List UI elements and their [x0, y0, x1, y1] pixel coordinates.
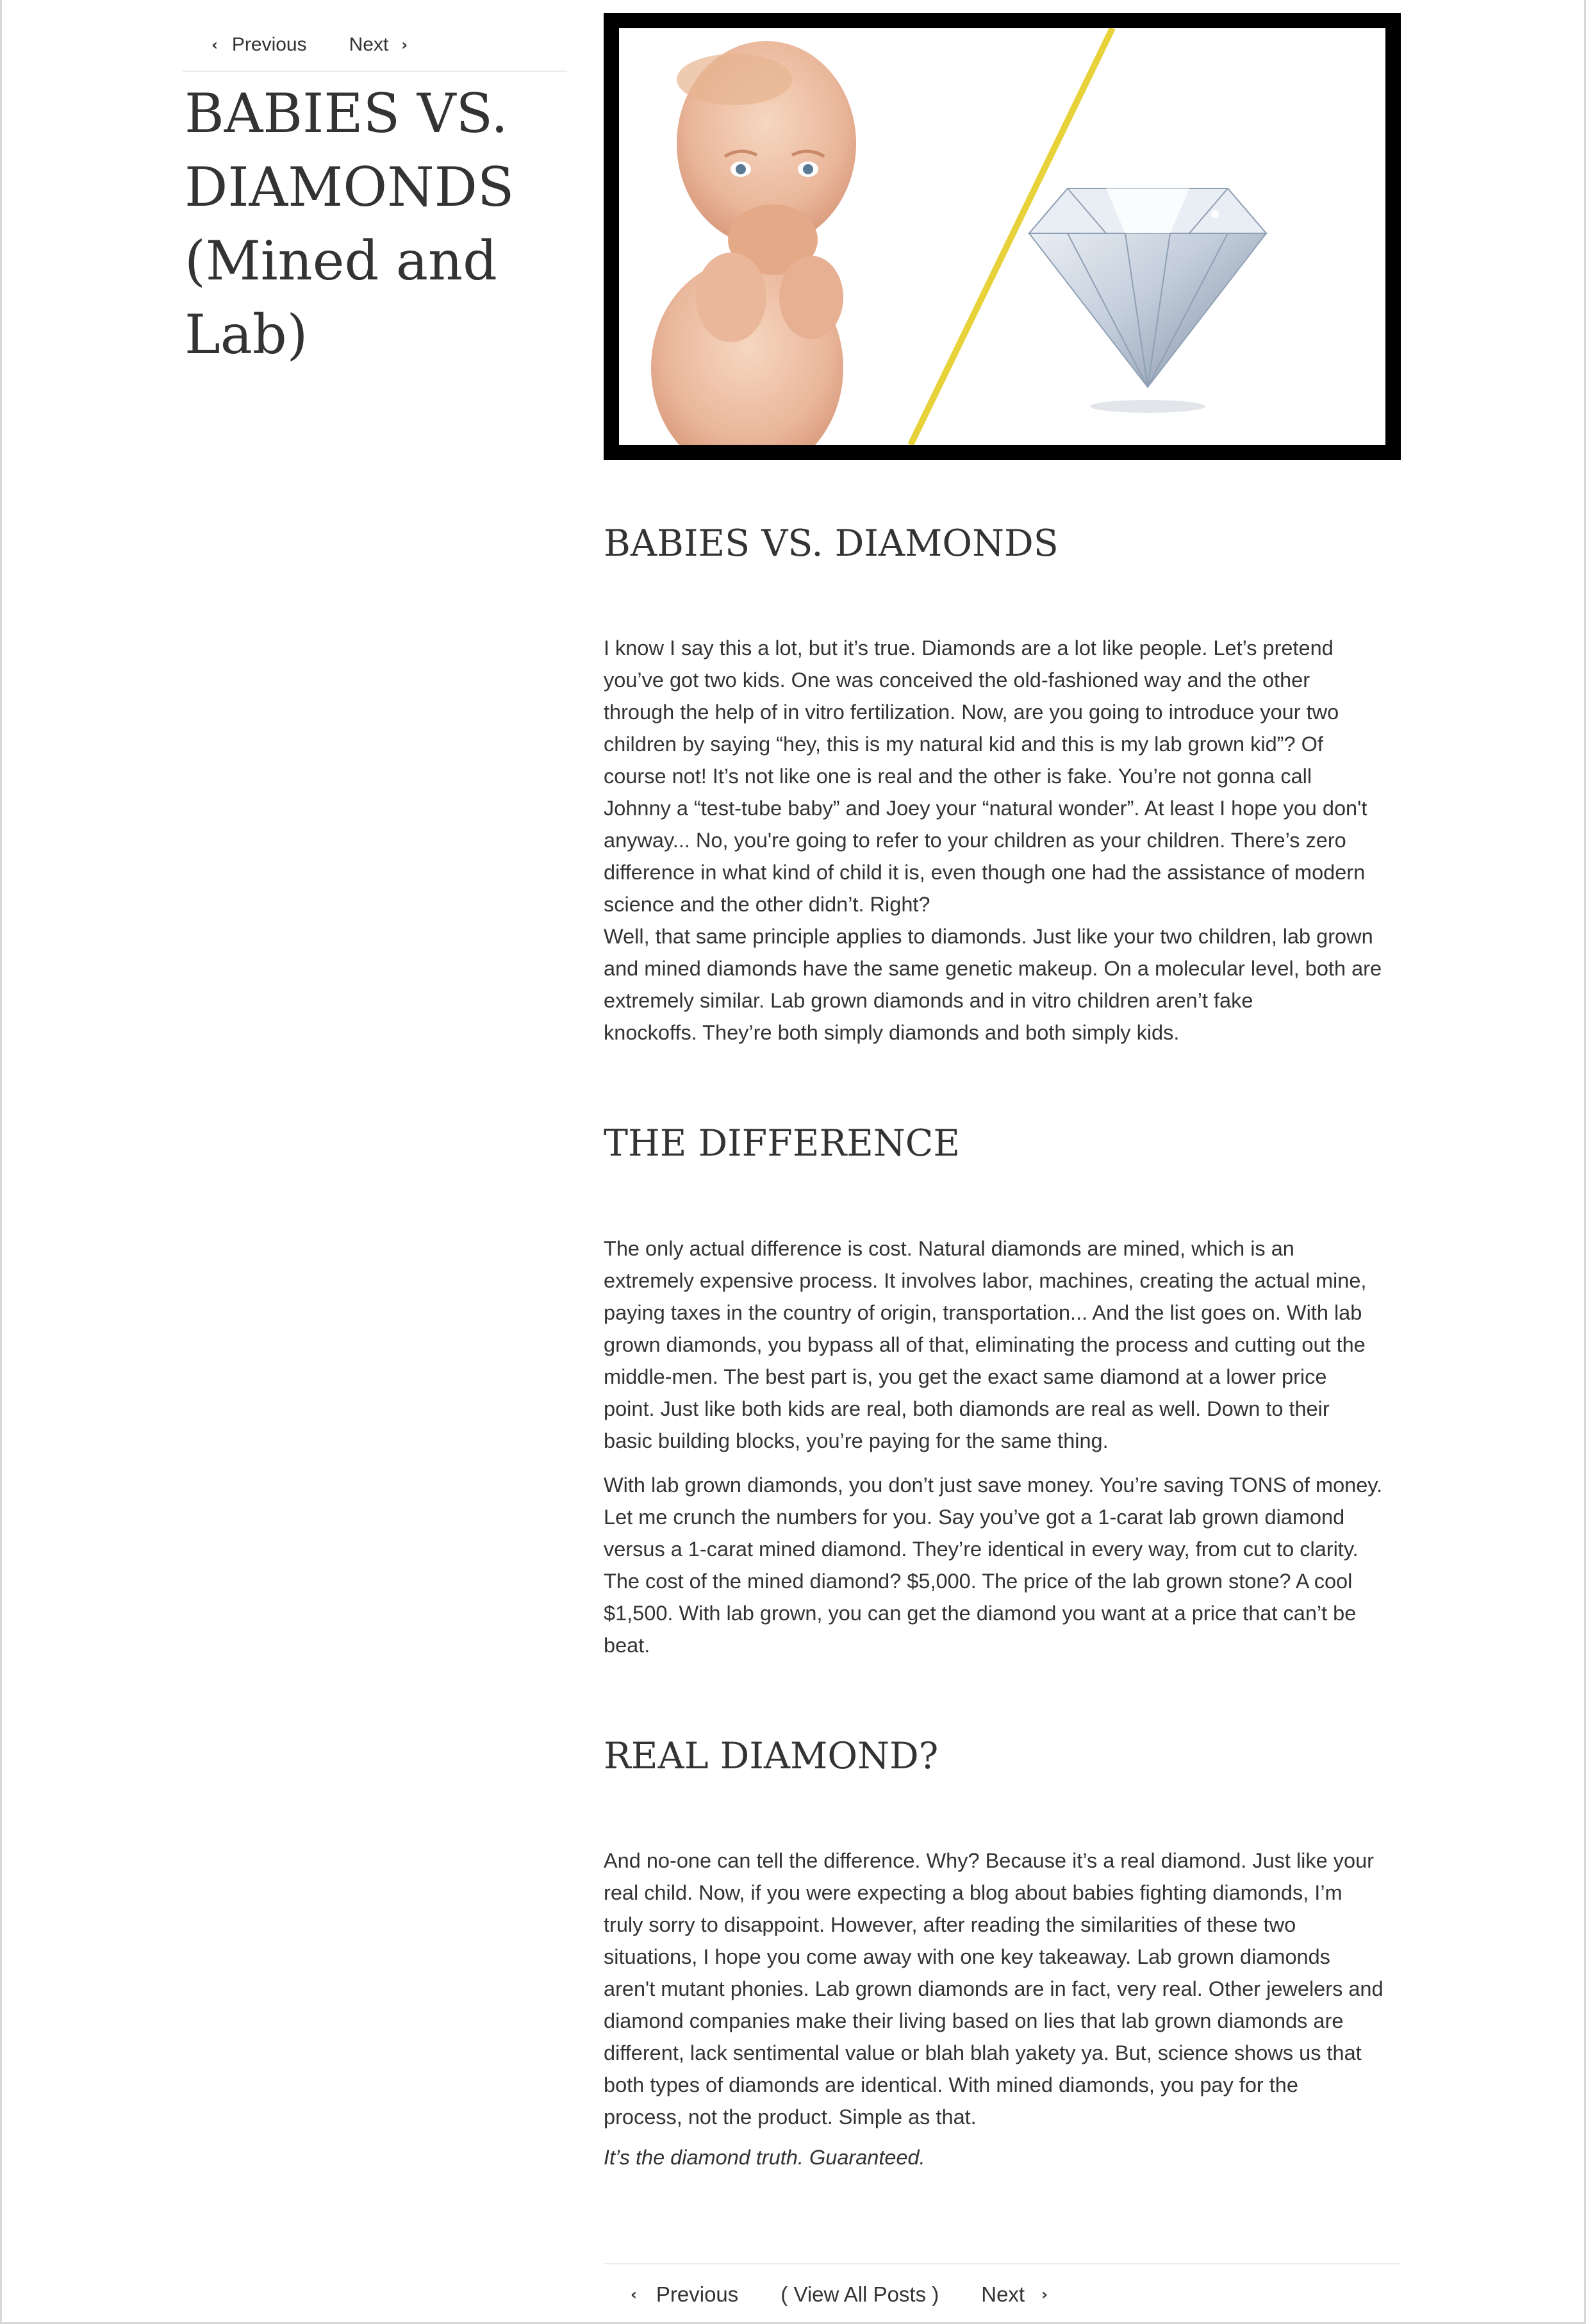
baby-figure — [651, 41, 856, 445]
text-line: Johnny a “test-tube baby” and Joey your “natural wonder”. At least I hope you don't — [604, 797, 1367, 820]
chevron-left-icon: ‹ — [631, 2285, 637, 2303]
text-line: versus a 1-carat mined diamond. They’re identical in every way, from cut to clarity. — [604, 1538, 1359, 1561]
chevron-right-icon: › — [1041, 2285, 1048, 2303]
text-line: point. Just like both kids are real, both diamonds are real as well. Down to their — [604, 1397, 1330, 1420]
text-line: basic building blocks, you’re paying for the same thing. — [604, 1429, 1109, 1452]
section-paragraph — [604, 1845, 1401, 2133]
bottom-post-nav — [604, 2263, 1401, 2324]
chevron-right-icon: › — [401, 36, 408, 54]
view-all-label: ( View All Posts ) — [781, 2282, 939, 2306]
diamond-figure — [1029, 188, 1266, 413]
text-line: With lab grown diamonds, you don’t just save money. You’re saving TONS of money. — [604, 1473, 1383, 1497]
post-title-line: BABIES VS. — [185, 82, 508, 145]
text-line: process, not the product. Simple as that. — [604, 2105, 977, 2129]
text-line: And no-one can tell the difference. Why? Because it’s a real diamond. Just like your — [604, 1849, 1374, 1872]
text-line: extremely expensive process. It involves labor, machines, creating the actual mine, — [604, 1269, 1367, 1292]
text-line: $1,500. With lab grown, you can get the diamond you want at a price that can’t be — [604, 1602, 1357, 1625]
view-all-posts-link[interactable] — [781, 2282, 939, 2307]
post-title-line: DIAMONDS — [185, 156, 515, 219]
text-line: knockoffs. They’re both simply diamonds and both simply kids. — [604, 1021, 1180, 1044]
section-paragraph — [604, 1469, 1401, 1661]
post-title-line: Lab) — [185, 303, 308, 366]
section-heading: BABIES VS. DIAMONDS — [604, 522, 1059, 565]
text-line: The only actual difference is cost. Natural diamonds are mined, which is an — [604, 1237, 1294, 1260]
previous-post-link[interactable] — [631, 2282, 738, 2307]
post-title-line: (Mined and — [185, 229, 497, 292]
text-line: aren't mutant phonies. Lab grown diamonds are in fact, very real. Other jewelers and — [604, 1977, 1384, 2000]
previous-label: Previous — [656, 2282, 739, 2306]
post-title — [185, 77, 569, 372]
next-post-link[interactable] — [349, 34, 408, 56]
text-line: science and the other didn’t. Right? — [604, 893, 930, 916]
text-line: beat. — [604, 1634, 650, 1657]
next-label: Next — [981, 2282, 1025, 2306]
text-line: you’ve got two kids. One was conceived the old-fashioned way and the other — [604, 668, 1310, 692]
text-line: different, lack sentimental value or blah blah yakety ya. But, science shows us that — [604, 2041, 1362, 2064]
text-line: Well, that same principle applies to diamonds. Just like your two children, lab grown — [604, 925, 1373, 948]
text-line: middle-men. The best part is, you get the exact same diamond at a lower price — [604, 1365, 1327, 1388]
text-line: situations, I hope you come away with one key takeaway. Lab grown diamonds — [604, 1945, 1330, 1968]
hero-image-canvas — [619, 28, 1385, 445]
hero-image — [604, 13, 1401, 460]
text-line: diamond companies make their living based on lies that lab grown diamonds are — [604, 2009, 1344, 2032]
text-line: anyway... No, you're going to refer to your children as your children. There’s zero — [604, 829, 1346, 852]
hero-illustration — [619, 28, 1385, 445]
section-heading: THE DIFFERENCE — [604, 1122, 961, 1165]
next-post-link[interactable] — [981, 2282, 1048, 2307]
text-line: Let me crunch the numbers for you. Say you’ve got a 1-carat lab grown diamond — [604, 1506, 1345, 1529]
section-heading: REAL DIAMOND? — [604, 1735, 939, 1777]
next-label: Next — [349, 34, 389, 55]
text-line: through the help of in vitro fertilization. Now, are you going to introduce your two — [604, 701, 1339, 724]
text-line: extremely similar. Lab grown diamonds and in vitro children aren’t fake — [604, 989, 1253, 1012]
text-line: difference in what kind of child it is, even though one had the assistance of modern — [604, 861, 1366, 884]
chevron-left-icon: ‹ — [211, 36, 218, 54]
text-line: I know I say this a lot, but it’s true. Diamonds are a lot like people. Let’s pretend — [604, 636, 1334, 660]
text-line: paying taxes in the country of origin, transportation... And the list goes on. With lab — [604, 1301, 1362, 1324]
text-line: truly sorry to disappoint. However, after reading the similarities of these two — [604, 1913, 1296, 1936]
closing-line: It’s the diamond truth. Guaranteed. — [604, 2146, 925, 2169]
text-line: grown diamonds, you bypass all of that, eliminating the process and cutting out the — [604, 1333, 1366, 1356]
text-line: both types of diamonds are identical. With mined diamonds, you pay for the — [604, 2073, 1298, 2096]
text-line: real child. Now, if you were expecting a blog about babies fighting diamonds, I’m — [604, 1881, 1342, 1904]
section-paragraph — [604, 1233, 1401, 1457]
text-line: and mined diamonds have the same genetic makeup. On a molecular level, both are — [604, 957, 1382, 980]
text-line: The cost of the mined diamond? $5,000. The price of the lab grown stone? A cool — [604, 1570, 1353, 1593]
text-line: children by saying “hey, this is my natural kid and this is my lab grown kid”? Of — [604, 733, 1323, 756]
text-line: course not! It’s not like one is real and the other is fake. You’re not gonna call — [604, 765, 1312, 788]
section-paragraph — [604, 632, 1401, 1049]
previous-label: Previous — [231, 34, 307, 55]
top-post-nav — [183, 19, 567, 72]
previous-post-link[interactable] — [211, 34, 307, 56]
